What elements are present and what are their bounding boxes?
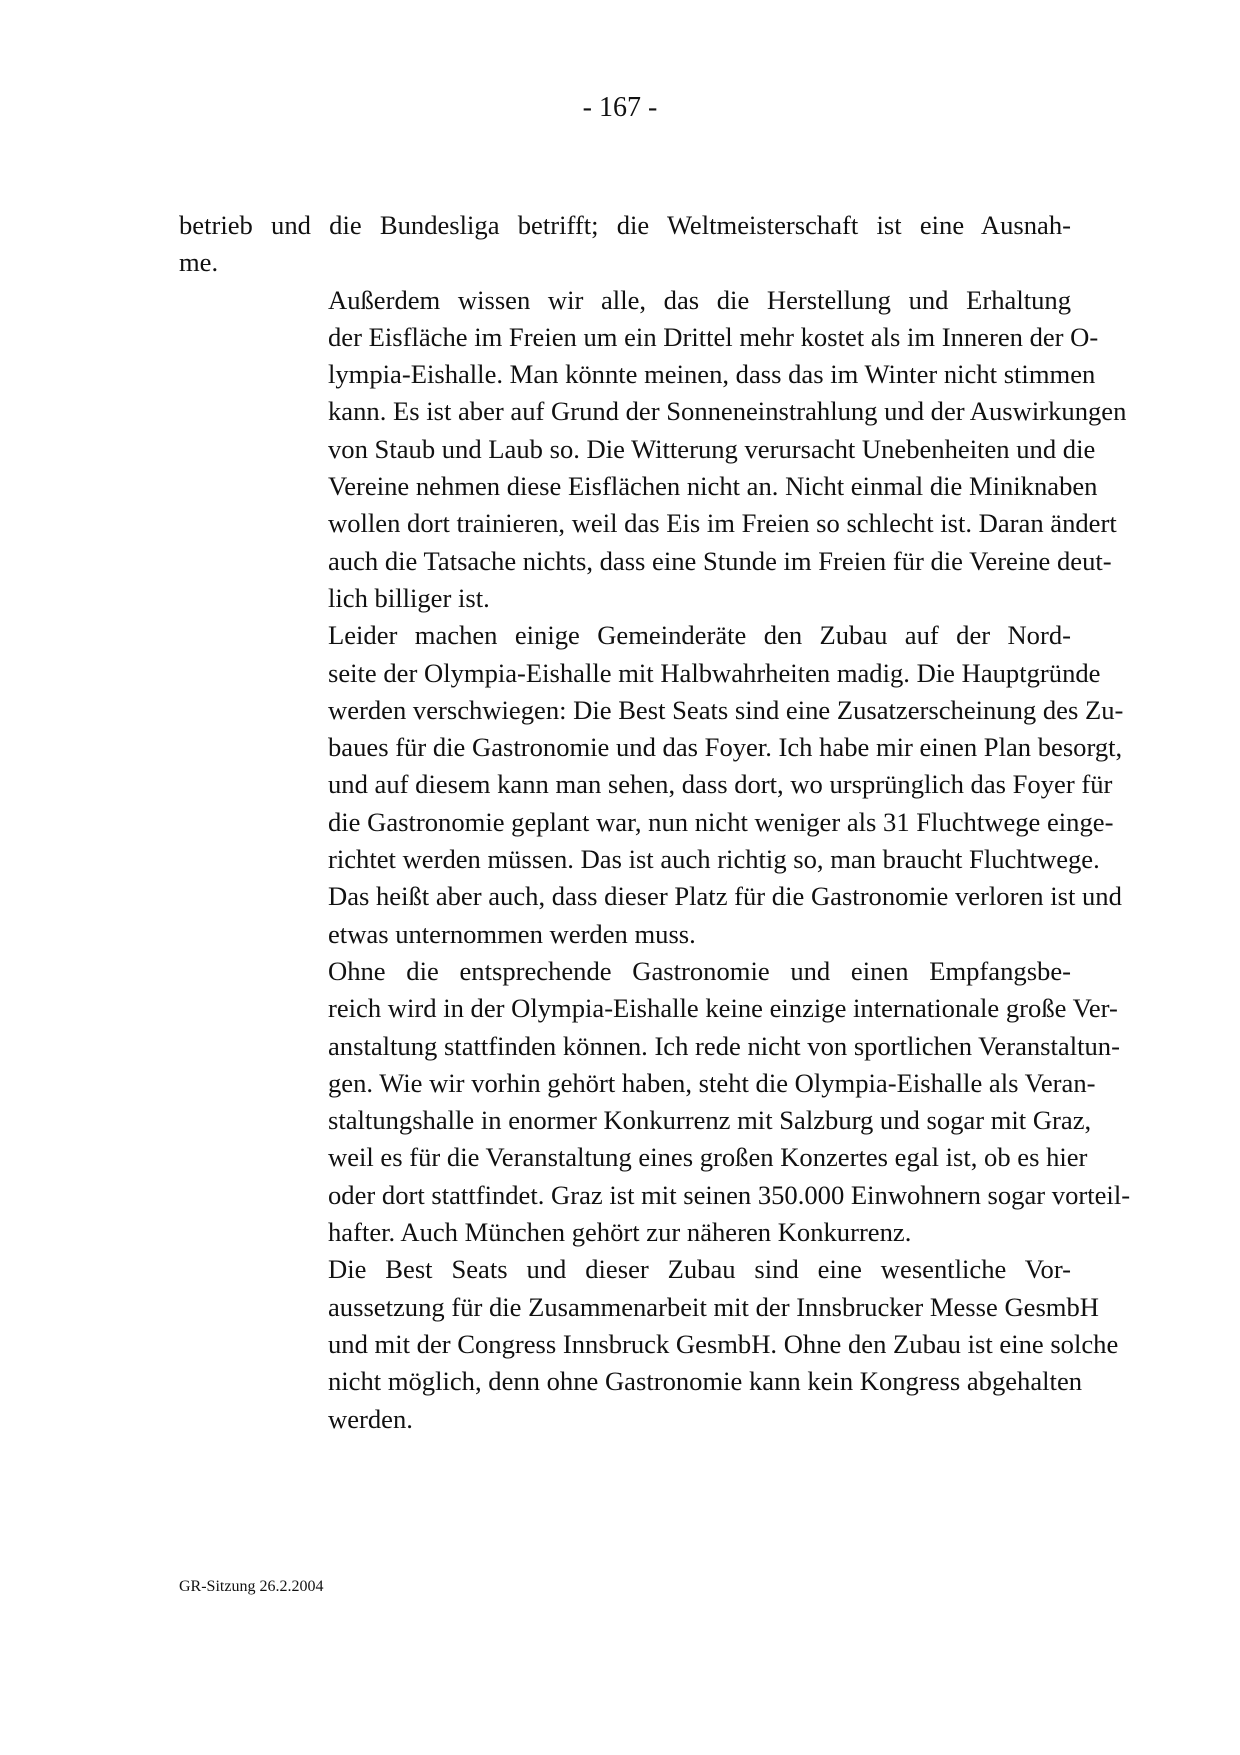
paragraph <box>179 1251 1119 1437</box>
text-line: die Gastronomie geplant war, nun nicht weniger als 31 Fluchtwege einge- <box>328 806 1114 837</box>
text-line: reich wird in der Olympia-Eishalle keine einzige internationale große Ver- <box>328 993 1118 1024</box>
text-line: Außerdem wissen wir alle, das die Herstellung und Erhaltung <box>328 284 1071 315</box>
text-line: hafter. Auch München gehört zur näheren Konkurrenz. <box>328 1217 912 1248</box>
text-line: gen. Wie wir vorhin gehört haben, steht die Olympia-Eishalle als Veran- <box>328 1067 1096 1098</box>
text-line: werden verschwiegen: Die Best Seats sind eine Zusatzerscheinung des Zu- <box>328 694 1124 725</box>
text-line: baues für die Gastronomie und das Foyer. Ich habe mir einen Plan besorgt, <box>328 732 1123 763</box>
text-line: der Eisfläche im Freien um ein Drittel mehr kostet als im Inneren der O- <box>328 321 1099 352</box>
text-line: me. <box>179 247 219 278</box>
text-line: lich billiger ist. <box>328 582 490 613</box>
page-footer: GR-Sitzung 26.2.2004 <box>179 1578 324 1595</box>
paragraph <box>179 953 1131 1251</box>
text-line: weil es für die Veranstaltung eines großen Konzertes egal ist, ob es hier <box>328 1142 1088 1173</box>
text-line: betrieb und die Bundesliga betrifft; die Weltmeisterschaft ist eine Ausnah- <box>179 210 1071 240</box>
text-line: Vereine nehmen diese Eisflächen nicht an. Nicht einmal die Miniknaben <box>328 471 1098 502</box>
document-body <box>179 207 1131 1438</box>
text-line: nicht möglich, denn ohne Gastronomie kann kein Kongress abgehalten <box>328 1366 1083 1397</box>
text-line: richtet werden müssen. Das ist auch richtig so, man braucht Fluchtwege. <box>328 844 1100 875</box>
paragraph <box>179 282 1127 618</box>
text-line: Die Best Seats und dieser Zubau sind eine wesentliche Vor- <box>328 1254 1071 1285</box>
text-line: Das heißt aber auch, dass dieser Platz für die Gastronomie verloren ist und <box>328 881 1122 912</box>
text-line: lympia-Eishalle. Man könnte meinen, dass das im Winter nicht stimmen <box>328 359 1096 390</box>
text-line: seite der Olympia-Eishalle mit Halbwahrheiten madig. Die Hauptgründe <box>328 657 1101 688</box>
text-line: und auf diesem kann man sehen, dass dort, wo ursprünglich das Foyer für <box>328 769 1113 800</box>
text-line: staltungshalle in enormer Konkurrenz mit Salzburg und sogar mit Graz, <box>328 1105 1092 1136</box>
paragraph <box>179 207 1071 282</box>
text-line: werden. <box>328 1403 413 1434</box>
text-line: oder dort stattfindet. Graz ist mit seinen 350.000 Einwohnern sogar vorteil- <box>328 1179 1131 1210</box>
text-line: etwas unternommen werden muss. <box>328 918 696 949</box>
text-line: kann. Es ist aber auf Grund der Sonneneinstrahlung und der Auswirkungen <box>328 396 1127 427</box>
text-line: und mit der Congress Innsbruck GesmbH. Ohne den Zubau ist eine solche <box>328 1328 1119 1359</box>
text-line: auch die Tatsache nichts, dass eine Stunde im Freien für die Vereine deut- <box>328 545 1112 576</box>
text-line: Ohne die entsprechende Gastronomie und einen Empfangsbe- <box>328 955 1071 986</box>
text-line: anstaltung stattfinden können. Ich rede nicht von sportlichen Veranstaltun- <box>328 1030 1120 1061</box>
page-number: - 167 - <box>582 92 658 123</box>
text-line: Leider machen einige Gemeinderäte den Zubau auf der Nord- <box>328 620 1071 651</box>
paragraph <box>179 617 1124 953</box>
text-line: aussetzung für die Zusammenarbeit mit der Innsbrucker Messe GesmbH <box>328 1291 1099 1322</box>
text-line: wollen dort trainieren, weil das Eis im Freien so schlecht ist. Daran ändert <box>328 508 1117 539</box>
text-line: von Staub und Laub so. Die Witterung verursacht Unebenheiten und die <box>328 433 1096 464</box>
